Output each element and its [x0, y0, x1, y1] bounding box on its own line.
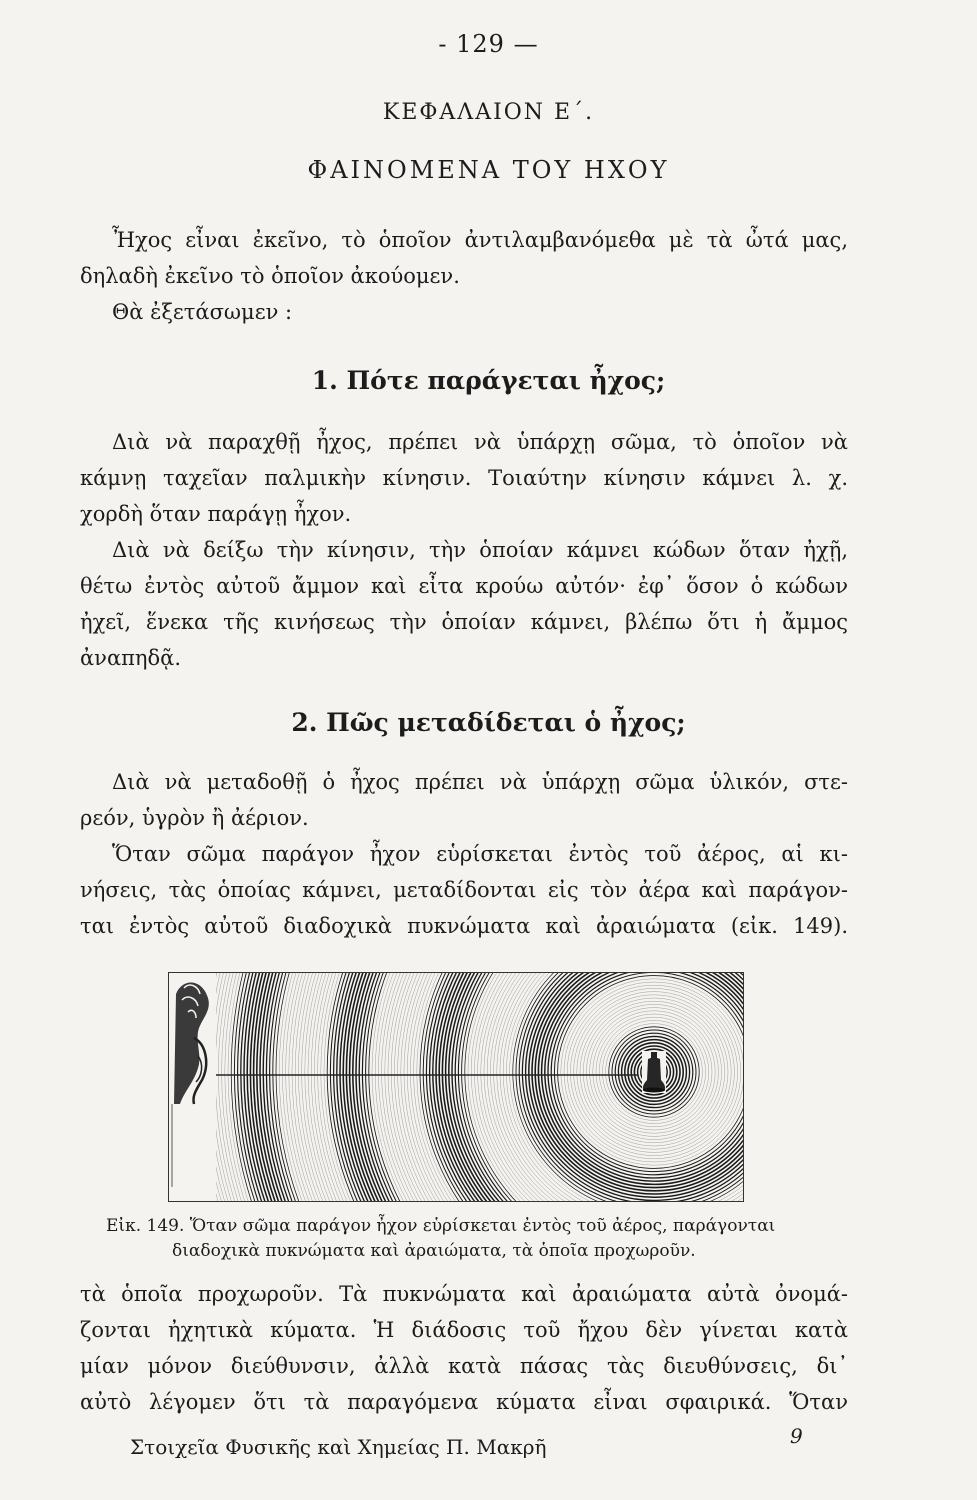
body-line: ρεόν, ὑγρὸν ἢ ἀέριον. [80, 806, 309, 830]
ear-icon [168, 972, 216, 1202]
body-line: Ὅταν σῶμα παράγον ἦχον εὑρίσκεται ἐντὸς τοῦ ἀέρος, αἱ κι- [112, 842, 848, 866]
figure-caption: Εἰκ. 149. Ὅταν σῶμα παράγον ἦχον εὑρίσκεται ἐντὸς τοῦ ἀέρος, παράγονται [106, 1216, 776, 1236]
signature-mark: 9 [790, 1424, 803, 1448]
body-line: αὐτὸ λέγομεν ὅτι τὰ παραγόμενα κύματα εἶναι σφαιρικά. Ὅταν [80, 1390, 848, 1414]
body-line: ἀναπηδᾷ. [80, 646, 182, 670]
page-number: - 129 — [438, 30, 539, 58]
section-1-heading: 1. Πότε παράγεται ἦχος; [311, 366, 666, 395]
body-line: νήσεις, τὰς ὁποίας κάμνει, μεταδίδονται εἰς τὸν ἀέρα καὶ παράγον- [80, 878, 848, 902]
chapter-title: ΦΑΙΝΟΜΕΝΑ ΤΟΥ ΗΧΟΥ [307, 156, 670, 184]
body-line: κάμνῃ ταχεῖαν παλμικὴν κίνησιν. Τοιαύτην κίνησιν κάμνει λ. χ. [80, 466, 848, 490]
intro-line: Ἦχος εἶναι ἐκεῖνο, τὸ ὁποῖον ἀντιλαμβανόμεθα μὲ τὰ ὦτά μας, [112, 228, 848, 252]
body-line: ται ἐντὸς αὐτοῦ διαδοχικὰ πυκνώματα καὶ ἀραιώματα (εἰκ. 149). [80, 914, 848, 938]
body-line: Διὰ νὰ δείξω τὴν κίνησιν, τὴν ὁποίαν κάμνει κώδων ὅταν ἠχῇ, [112, 538, 848, 562]
body-line: ἠχεῖ, ἕνεκα τῆς κινήσεως τὴν ὁποίαν κάμνει, βλέπω ὅτι ἡ ἄμμος [80, 610, 848, 634]
body-line: μίαν μόνον διεύθυνσιν, ἀλλὰ κατὰ πάσας τὰς διευθύνσεις, δι᾽ [80, 1354, 848, 1378]
bell-icon [642, 1051, 666, 1093]
body-line: Διὰ νὰ μεταδοθῇ ὁ ἦχος πρέπει νὰ ὑπάρχῃ σῶμα ὑλικόν, στε- [112, 770, 848, 794]
figure-caption: διαδοχικὰ πυκνώματα καὶ ἀραιώματα, τὰ ὁποῖα προχωροῦν. [172, 1241, 696, 1261]
ear-and-bell-sound-waves-illustration [168, 972, 744, 1202]
body-line: Διὰ νὰ παραχθῇ ἦχος, πρέπει νὰ ὑπάρχῃ σῶμα, τὸ ὁποῖον νὰ [112, 430, 848, 454]
intro-line: Θὰ ἐξετάσωμεν : [112, 300, 293, 324]
section-2-heading: 2. Πῶς μεταδίδεται ὁ ἦχος; [291, 708, 686, 737]
body-line: τὰ ὁποῖα προχωροῦν. Τὰ πυκνώματα καὶ ἀραιώματα αὐτὰ ὀνομά- [80, 1282, 848, 1306]
book-title-footer: Στοιχεῖα Φυσικῆς καὶ Χημείας Π. Μακρῆ [130, 1435, 547, 1459]
body-line: θέτω ἐντὸς αὐτοῦ ἄμμον καὶ εἶτα κρούω αὐτόν· ἐφ᾽ ὅσον ὁ κώδων [80, 574, 848, 598]
chapter-heading: ΚΕΦΑΛΑΙΟΝ Ε΄. [382, 100, 595, 125]
intro-line: δηλαδὴ ἐκεῖνο τὸ ὁποῖον ἀκούομεν. [80, 264, 460, 288]
body-line: ζονται ἠχητικὰ κύματα. Ἡ διάδοσις τοῦ ἤχου δὲν γίνεται κατὰ [80, 1318, 848, 1342]
body-line: χορδὴ ὅταν παράγῃ ἦχον. [80, 502, 352, 526]
